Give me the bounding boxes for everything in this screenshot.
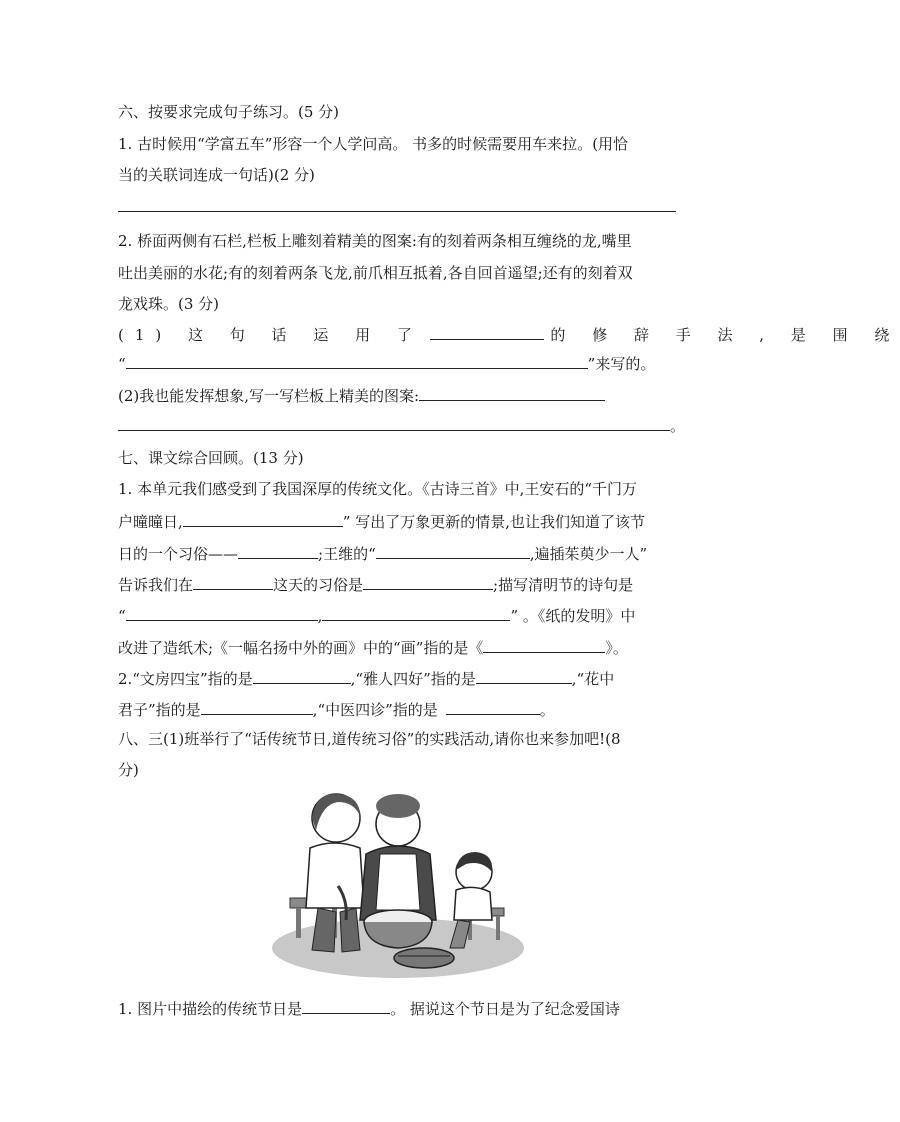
text: ,遍插茱萸少一人” xyxy=(529,545,648,563)
question-2-text: 2. 桥面两侧有石栏,栏板上雕刻着精美的图案:有的刻着两条相互缠绕的龙,嘴里 xyxy=(118,232,632,250)
question-2-text-cont: 吐出美丽的水花;有的刻着两条飞龙,前爪相互抵着,各自回首遥望;还有的刻着双 xyxy=(118,264,633,282)
sub-question-1-line2 xyxy=(118,352,655,374)
text: 改进了造纸术;《一幅名扬中外的画》中的“画”指的是《 xyxy=(118,639,484,657)
text: ,“雅人四好”指的是 xyxy=(350,670,476,688)
sub-question-1-label: (1) 这 句 话 运 用 了 xyxy=(118,326,423,344)
open-quote: “ xyxy=(118,355,126,373)
focus-blank[interactable] xyxy=(126,352,588,369)
review-q1-line3 xyxy=(118,542,647,564)
review-q1-line4 xyxy=(118,573,633,595)
review-q1-line2 xyxy=(118,510,645,532)
rhetoric-blank[interactable] xyxy=(430,323,544,340)
imagine-blank-2[interactable] xyxy=(118,414,670,431)
close-quote: ”来写的。 xyxy=(587,355,656,373)
sub-question-2 xyxy=(118,384,605,406)
text: 户曈曈日, xyxy=(118,513,183,531)
question-1-text: 1. 古时候用“学富五车”形容一个人学问高。 书多的时候需要用车来拉。(用恰 xyxy=(118,135,629,153)
family-zongzi-illustration xyxy=(268,790,524,980)
review-q2-line1 xyxy=(118,667,614,689)
question-2-text-cont2: 龙戏珠。(3 分) xyxy=(118,295,220,313)
custom-blank-2[interactable] xyxy=(363,573,493,590)
text: 日的一个习俗—— xyxy=(118,545,239,563)
text: ” 。《纸的发明》中 xyxy=(510,607,636,625)
text: 1. 图片中描绘的传统节日是 xyxy=(118,1000,303,1018)
wangwei-blank[interactable] xyxy=(376,542,530,559)
qingming-blank-2[interactable] xyxy=(322,604,510,621)
review-q2-line2 xyxy=(118,698,555,720)
text: 》。 xyxy=(605,639,628,657)
study-treasures-blank[interactable] xyxy=(253,667,351,684)
flower-gentlemen-blank[interactable] xyxy=(201,698,313,715)
text: ,“花中 xyxy=(571,670,615,688)
answer-line[interactable] xyxy=(118,211,676,212)
end-mark: 。 xyxy=(670,417,686,435)
text: ” 写出了万象更新的情景,也让我们知道了该节 xyxy=(342,513,645,531)
text: 。 据说这个节日是为了纪念爱国诗 xyxy=(390,1000,620,1018)
sub-question-2-label: (2)我也能发挥想象,写一写栏板上精美的图案: xyxy=(118,387,420,405)
text: 告诉我们在 xyxy=(118,576,194,594)
text: ;王维的“ xyxy=(318,545,376,563)
imagine-blank[interactable] xyxy=(419,384,605,401)
text: ;描写清明节的诗句是 xyxy=(493,576,634,594)
section-8-heading: 八、三(1)班举行了“话传统节日,道传统习俗”的实践活动,请你也来参加吧!(8 xyxy=(118,730,621,748)
festival-question xyxy=(118,997,620,1019)
text: 君子”指的是 xyxy=(118,701,201,719)
sub-question-1 xyxy=(118,323,900,345)
painting-blank[interactable] xyxy=(483,636,605,653)
text: ,“中医四诊”指的是 xyxy=(312,701,438,719)
section-6-heading: 六、按要求完成句子练习。(5 分) xyxy=(118,103,340,121)
review-q1-line1: 1. 本单元我们感受到了我国深厚的传统文化。《古诗三首》中,王安石的“千门万 xyxy=(118,480,638,498)
text: “ xyxy=(118,607,126,625)
diagnosis-blank[interactable] xyxy=(446,698,540,715)
qingming-blank-1[interactable] xyxy=(126,604,318,621)
poem-blank[interactable] xyxy=(183,510,343,527)
question-1-text-cont: 当的关联词连成一句话)(2 分) xyxy=(118,166,315,184)
custom-blank[interactable] xyxy=(238,542,318,559)
sub-question-1-label-cont: 的 修 辞 手 法 , 是 围 绕 xyxy=(550,326,900,344)
section-7-heading: 七、课文综合回顾。(13 分) xyxy=(118,449,304,467)
text: 。 xyxy=(539,701,555,719)
text: 2.“文房四宝”指的是 xyxy=(118,670,253,688)
four-hobbies-blank[interactable] xyxy=(476,667,572,684)
text: 这天的习俗是 xyxy=(273,576,364,594)
festival-name-blank[interactable] xyxy=(302,997,390,1014)
text: , xyxy=(317,607,323,625)
section-8-heading-cont: 分) xyxy=(118,761,139,779)
review-q1-line5 xyxy=(118,604,635,626)
review-q1-line6 xyxy=(118,636,628,658)
festival-blank[interactable] xyxy=(193,573,273,590)
sub-question-2-line2 xyxy=(118,414,685,436)
